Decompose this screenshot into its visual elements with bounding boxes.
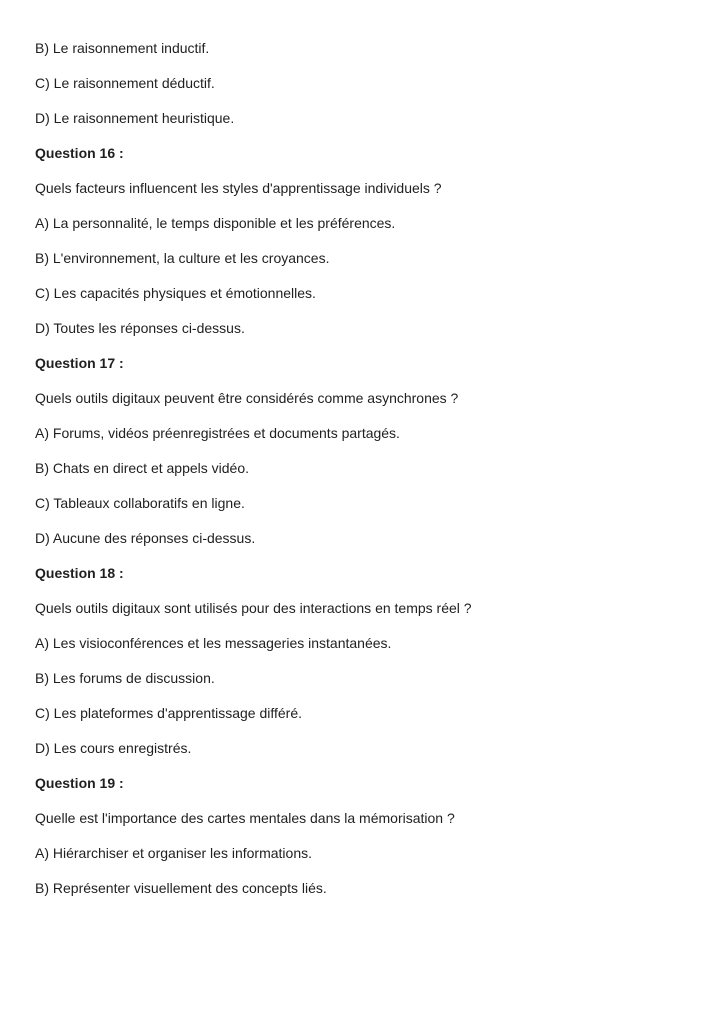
question-17-heading: Question 17 :: [35, 355, 124, 371]
question-15-option-c: C) Le raisonnement déductif.: [35, 75, 215, 91]
question-16-option-d: D) Toutes les réponses ci-dessus.: [35, 320, 245, 336]
question-16-text: Quels facteurs influencent les styles d'apprentissage individuels ?: [35, 180, 442, 196]
question-19-option-a: A) Hiérarchiser et organiser les informations.: [35, 845, 312, 861]
question-15-option-b: B) Le raisonnement inductif.: [35, 40, 210, 56]
question-18-option-b: B) Les forums de discussion.: [35, 670, 215, 686]
question-17-option-a: A) Forums, vidéos préenregistrées et documents partagés.: [35, 425, 400, 441]
question-16-option-a: A) La personnalité, le temps disponible et les préférences.: [35, 215, 396, 231]
question-15-option-d: D) Le raisonnement heuristique.: [35, 110, 235, 126]
question-17-text: Quels outils digitaux peuvent être considérés comme asynchrones ?: [35, 390, 459, 406]
question-17-option-b: B) Chats en direct et appels vidéo.: [35, 460, 250, 476]
question-18-option-d: D) Les cours enregistrés.: [35, 740, 192, 756]
question-16-option-c: C) Les capacités physiques et émotionnelles.: [35, 285, 316, 301]
question-16-heading: Question 16 :: [35, 145, 124, 161]
question-19-heading: Question 19 :: [35, 775, 124, 791]
question-18-heading: Question 18 :: [35, 565, 124, 581]
question-16-option-b: B) L'environnement, la culture et les croyances.: [35, 250, 330, 266]
question-17-option-d: D) Aucune des réponses ci-dessus.: [35, 530, 256, 546]
question-19-text: Quelle est l'importance des cartes mentales dans la mémorisation ?: [35, 810, 455, 826]
question-19-option-b: B) Représenter visuellement des concepts liés.: [35, 880, 327, 896]
question-17-option-c: C) Tableaux collaboratifs en ligne.: [35, 495, 245, 511]
question-18-option-a: A) Les visioconférences et les messageries instantanées.: [35, 635, 392, 651]
question-18-text: Quels outils digitaux sont utilisés pour des interactions en temps réel ?: [35, 600, 472, 616]
question-18-option-c: C) Les plateformes d'apprentissage différé.: [35, 705, 303, 721]
